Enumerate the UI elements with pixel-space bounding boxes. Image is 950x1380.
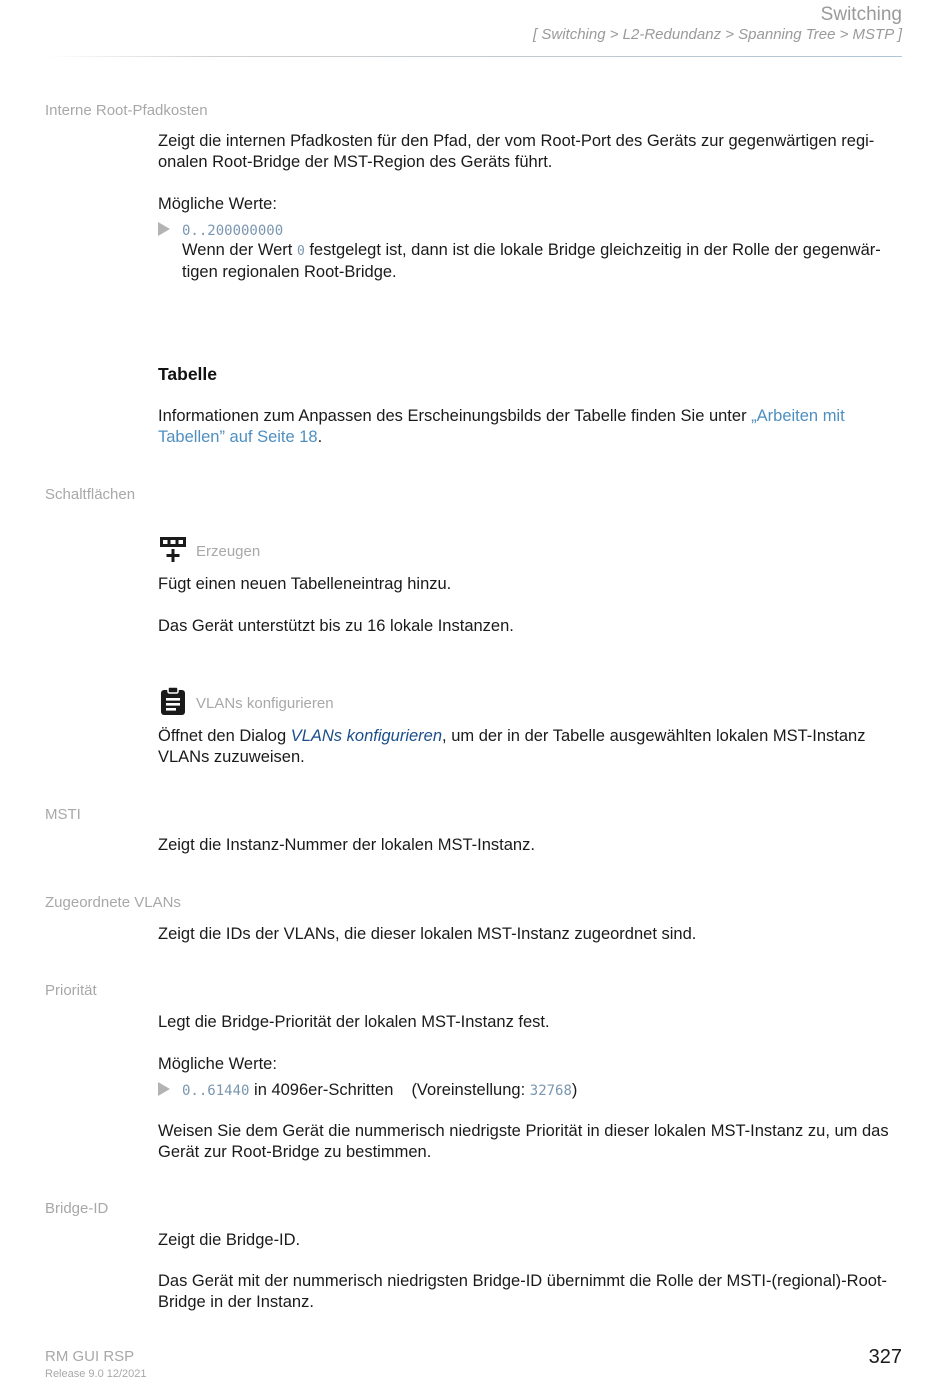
param-label-assigned-vlans: Zugeordnete VLANs (45, 894, 181, 911)
breadcrumb: [ Switching > L2-Redundanz > Spanning Tree > MSTP ] (533, 26, 902, 43)
value-note: Wenn der Wert 0 festgelegt ist, dann ist die lokale Bridge gleichzeitig in der Rolle der gegenwär-tigen regionalen Root-Bridge. (182, 241, 881, 281)
default-value: 32768 (529, 1083, 572, 1099)
chapter-title: Switching (820, 4, 902, 25)
table-add-icon (158, 534, 188, 564)
instance-limit-note: Das Gerät unterstützt bis zu 16 lokale Instanzen. (158, 617, 514, 635)
param-label-internal-root-cost: Interne Root-Pfadkosten (45, 102, 208, 119)
value-steps: in 4096er-Schritten (249, 1081, 394, 1099)
page-number: 327 (868, 1346, 902, 1368)
param-description: Zeigt die internen Pfadkosten für den Pfad, der vom Root-Port des Geräts zur gegenwärtigen regi-onalen Root-Bridge der MST-Region des Geräts führt. (158, 132, 875, 171)
value-range: 0..61440 (182, 1083, 250, 1099)
value-list-item (158, 220, 904, 242)
inline-code: 0 (296, 244, 305, 259)
possible-values-label: Mögliche Werte: (158, 195, 277, 213)
param-label-msti: MSTI (45, 806, 81, 823)
priority-note: Weisen Sie dem Gerät die nummerisch niedrigste Priorität in dieser lokalen MST-Instanz zu, um das Gerät zur Root-Bridge zu bestimmen. (158, 1122, 889, 1161)
create-description: Fügt einen neuen Tabelleneintrag hinzu. (158, 575, 452, 593)
footer-release: Release 9.0 12/2021 (45, 1368, 147, 1380)
footer-product: RM GUI RSP (45, 1348, 135, 1365)
assigned-vlans-description: Zeigt die IDs der VLANs, die dieser lokalen MST-Instanz zugeordnet sind. (158, 925, 697, 943)
section-heading-table: Tabelle (158, 364, 218, 384)
bridge-id-note: Das Gerät mit der nummerisch niedrigsten Bridge-ID übernimmt die Rolle der MSTI-(regional)-Root-Bridge in der Instanz. (158, 1272, 887, 1311)
configure-vlans-button[interactable] (158, 686, 334, 716)
param-label-buttons: Schaltflächen (45, 486, 136, 503)
param-label-priority: Priorität (45, 982, 97, 999)
header-divider (45, 56, 902, 57)
bridge-id-description: Zeigt die Bridge-ID. (158, 1231, 301, 1249)
bullet-triangle-icon (158, 222, 170, 236)
bullet-triangle-icon (158, 1082, 170, 1096)
create-button[interactable] (158, 534, 260, 564)
clipboard-icon (158, 686, 188, 716)
create-button-label: Erzeugen (196, 542, 261, 560)
configure-vlans-button-label: VLANs konfigurieren (196, 694, 334, 712)
value-range: 0..200000000 (182, 223, 284, 239)
table-info-text: Informationen zum Anpassen des Erscheinungsbilds der Tabelle finden Sie unter „Arbeiten mit Tabellen” auf Seite 18. (158, 407, 845, 446)
priority-description: Legt die Bridge-Priorität der lokalen MST-Instanz fest. (158, 1013, 550, 1031)
configure-vlans-description: Öffnet den Dialog VLANs konfigurieren, um der in der Tabelle ausgewählten lokalen MST-Instanz VLANs zuzuweisen. (158, 727, 866, 766)
default-value-text: (Voreinstellung: 32768) (411, 1081, 578, 1099)
value-list-item (158, 1080, 904, 1102)
msti-description: Zeigt die Instanz-Nummer der lokalen MST-Instanz. (158, 836, 535, 854)
dialog-reference: VLANs konfigurieren (290, 727, 443, 745)
param-label-bridge-id: Bridge-ID (45, 1200, 109, 1217)
possible-values-label: Mögliche Werte: (158, 1055, 277, 1073)
table-help-link[interactable]: „Arbeiten mit Tabellen” auf Seite 18 (158, 407, 845, 446)
